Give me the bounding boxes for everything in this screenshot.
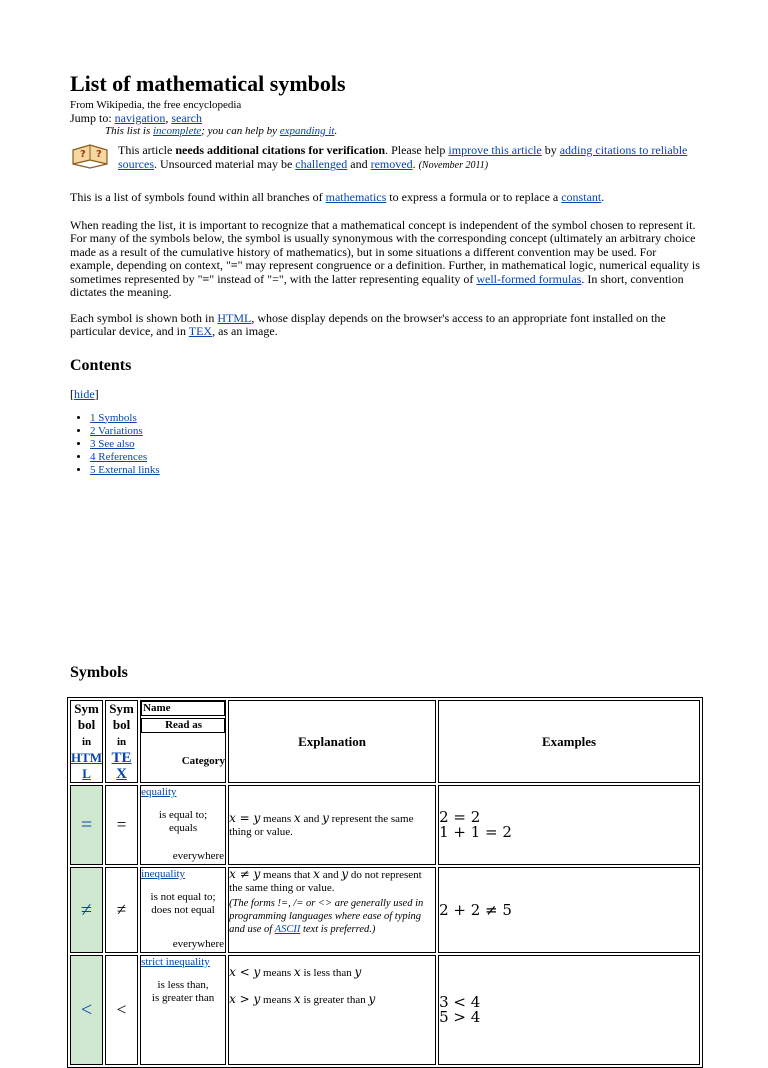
notice-text: by [541, 143, 560, 157]
paragraph-text: , as an image. [212, 324, 278, 338]
explanation-text: and [300, 812, 323, 825]
contents-heading: Contents [70, 356, 132, 374]
math-expression: x < y [229, 965, 261, 979]
math-expression: x ≠ y [229, 867, 261, 881]
header-category: Category [181, 755, 226, 767]
math-variable: x [293, 992, 301, 1006]
challenged-link[interactable]: challenged [295, 157, 348, 171]
paragraph-text: This is a list of symbols found within all branches of [70, 190, 326, 204]
example: 5 > 4 [439, 1008, 481, 1026]
math-variable: y [354, 965, 362, 979]
toc-link-see-also[interactable]: 3 See also [90, 437, 135, 450]
paragraph-text: . In short, convention dictates the meaning. [70, 271, 684, 299]
strict-inequality-link[interactable]: strict inequality [141, 956, 210, 968]
symbol-tex: ≠ [105, 867, 138, 953]
toc-link-external-links[interactable]: 5 External links [90, 463, 160, 476]
search-link[interactable]: search [171, 111, 202, 125]
mathematics-link[interactable]: mathematics [325, 190, 387, 204]
explanation [228, 867, 436, 953]
explanation-line [229, 993, 435, 1007]
constant-link[interactable]: constant [561, 190, 602, 204]
symbol-tex: < [105, 955, 138, 1065]
well-formed-formulas-link[interactable]: well-formed formulas [476, 271, 582, 286]
hide-toc-link[interactable]: hide [74, 386, 95, 401]
toc-item [90, 425, 700, 438]
header-link-text: HTM [71, 750, 103, 765]
header-symbol-tex [105, 700, 138, 783]
jump-prefix: Jump to: [70, 111, 115, 125]
explanation [228, 785, 436, 865]
incomplete-text-1: This list is [105, 125, 153, 137]
math-variable: x [293, 810, 301, 825]
explanation-text: means [260, 967, 294, 979]
notice-text: . Please help [385, 143, 449, 157]
header-read-as: Read as [141, 718, 225, 733]
jump-links [70, 112, 700, 125]
math-expression: x > y [229, 992, 261, 1006]
table-row [70, 785, 700, 865]
math-variable: y [341, 867, 349, 881]
incomplete-link[interactable]: incomplete [153, 125, 202, 137]
svg-text:?: ? [80, 149, 86, 160]
note-text: text is preferred.) [300, 924, 376, 935]
removed-link[interactable]: removed [370, 157, 413, 171]
math-variable: y [368, 992, 376, 1006]
explanation-text: means [260, 812, 294, 825]
header-text: in [81, 736, 92, 748]
read-as-line: is less than, [157, 979, 209, 991]
adding-citations-link[interactable]: adding citations to reliable sources [118, 143, 688, 171]
explanation-text: and [319, 869, 342, 881]
math-expression: x = y [229, 810, 261, 825]
examples [438, 867, 700, 953]
explanation-text: represent the same thing or value. [229, 812, 414, 838]
tagline: From Wikipedia, the free encyclopedia [70, 99, 242, 111]
paragraph-text: . [601, 190, 605, 204]
toc-item [90, 438, 700, 451]
symbol-html: = [70, 785, 103, 865]
incomplete-text-2: ; you can help by [201, 125, 280, 137]
explanation-text: is less than [300, 967, 355, 979]
toc-link-variations[interactable]: 2 Variations [90, 424, 143, 437]
bracket: ] [94, 386, 99, 401]
symbol-tex: = [105, 785, 138, 865]
category: everywhere [172, 850, 225, 862]
explanation-text: is greater than [300, 994, 369, 1006]
navigation-link[interactable]: navigation [114, 111, 166, 125]
example: 3 < 4 [439, 993, 481, 1011]
symbol-html: < [70, 955, 103, 1065]
toc-link-symbols[interactable]: 1 Symbols [90, 411, 137, 424]
citation-notice [70, 140, 700, 173]
toc-item [90, 412, 700, 425]
math-variable: x [293, 965, 301, 979]
table-row [70, 867, 700, 953]
header-link-text: X [116, 766, 127, 782]
toc-toggle [70, 387, 700, 402]
svg-text:?: ? [96, 149, 102, 160]
intro-paragraph-3 [70, 312, 700, 339]
header-text: in [116, 736, 127, 748]
header-link-text: L [82, 766, 91, 781]
notice-date: (November 2011) [418, 160, 489, 171]
header-link-text: TE [111, 750, 132, 766]
header-explanation: Explanation [228, 700, 436, 783]
category: everywhere [172, 938, 225, 950]
expanding-link[interactable]: expanding it [279, 125, 335, 137]
header-symbol-html [70, 700, 103, 783]
paragraph-text: Each symbol is shown both in [70, 310, 218, 325]
read-as-line: is equal to; [158, 809, 208, 821]
header-text: Sym [109, 701, 134, 716]
math-variable: x [313, 867, 320, 881]
html-link[interactable]: HTML [217, 310, 252, 325]
intro-paragraph-1 [70, 191, 700, 205]
symbols-table [67, 697, 703, 1068]
symbols-heading: Symbols [70, 664, 128, 681]
example: 2 = 2 [439, 808, 481, 826]
paragraph-text: When reading the list, it is important to recognize that a mathematical concept is independent of the symbol chosen to represent it. For many of the symbols below, the symbol is usually synonymous with the corresponding concept (ultimately an arbitrary choice made as a result of the cumulative history of mathematics), but in some situations a different convention may be used. For example, depending on context, "≡" may represent congruence or a definition. Further, in mathematical logic, numerical equality is sometimes represented by "≡" instead of "=", with the latter representing equality of [70, 217, 700, 286]
symbol-name-cell [140, 785, 226, 865]
paragraph-text: , whose display depends on the browser's access to an appropriate font installed on the particular device, and in [70, 310, 666, 338]
intro-paragraph-2 [70, 219, 700, 300]
book-question-icon [70, 140, 118, 172]
explanation-text: do not represent the same thing or value. [229, 869, 422, 894]
notice-text: This article [118, 143, 176, 157]
read-as [141, 891, 225, 917]
header-text: Sym [74, 701, 99, 716]
example: 1 + 1 = 2 [439, 823, 512, 841]
symbol-name-cell [140, 867, 226, 953]
read-as-line: is not equal to; [150, 891, 216, 903]
example: 2 + 2 ≠ 5 [439, 900, 512, 919]
read-as-line: equals [169, 822, 198, 834]
table-header-row [70, 700, 700, 783]
ascii-link[interactable]: ASCII [274, 924, 301, 935]
header-examples: Examples [438, 700, 700, 783]
notice-text: . [412, 157, 419, 171]
read-as-line: is greater than [151, 992, 215, 1004]
toc-item [90, 464, 700, 477]
header-text: bol [77, 717, 96, 732]
note-text: (The forms !=, /= or <> are generally used in programming languages where ease of typing and use of [229, 898, 424, 935]
incomplete-notice [105, 125, 700, 138]
page-title: List of mathematical symbols [70, 71, 346, 96]
math-variable: y [322, 810, 329, 825]
read-as-line: does not equal [151, 904, 215, 916]
tex-link[interactable]: TEX [188, 324, 213, 338]
explanation-note [229, 897, 435, 936]
equality-link[interactable]: equality [141, 786, 177, 798]
bracket: [ [70, 386, 74, 401]
toc-link-references[interactable]: 4 References [90, 450, 148, 463]
explanation-text: means [260, 994, 294, 1006]
symbol-html: ≠ [70, 867, 103, 953]
header-name [140, 700, 226, 783]
explanation [228, 955, 436, 1065]
examples [438, 955, 700, 1065]
article-content [70, 72, 700, 477]
notice-text: . Unsourced material may be [154, 157, 296, 171]
read-as [141, 979, 225, 1005]
incomplete-text-3: . [334, 125, 338, 137]
inequality-link[interactable]: inequality [141, 868, 186, 880]
citation-notice-text [118, 140, 700, 173]
improve-article-link[interactable]: improve this article [448, 143, 542, 157]
header-text: bol [112, 717, 131, 732]
table-of-contents [70, 412, 700, 477]
symbol-name-cell [140, 955, 226, 1065]
jump-separator: , [165, 111, 172, 125]
read-as [141, 809, 225, 835]
notice-text: and [347, 157, 371, 171]
header-tex-link[interactable] [112, 750, 132, 782]
header-name-label: Name [141, 701, 225, 716]
explanation-text: means that [260, 869, 314, 881]
header-html-link[interactable] [71, 750, 102, 781]
paragraph-text: to express a formula or to replace a [386, 190, 562, 204]
notice-bold: needs additional citations for verification [175, 143, 386, 157]
explanation-line [229, 966, 435, 980]
table-row [70, 955, 700, 1065]
toc-item [90, 451, 700, 464]
examples [438, 785, 700, 865]
